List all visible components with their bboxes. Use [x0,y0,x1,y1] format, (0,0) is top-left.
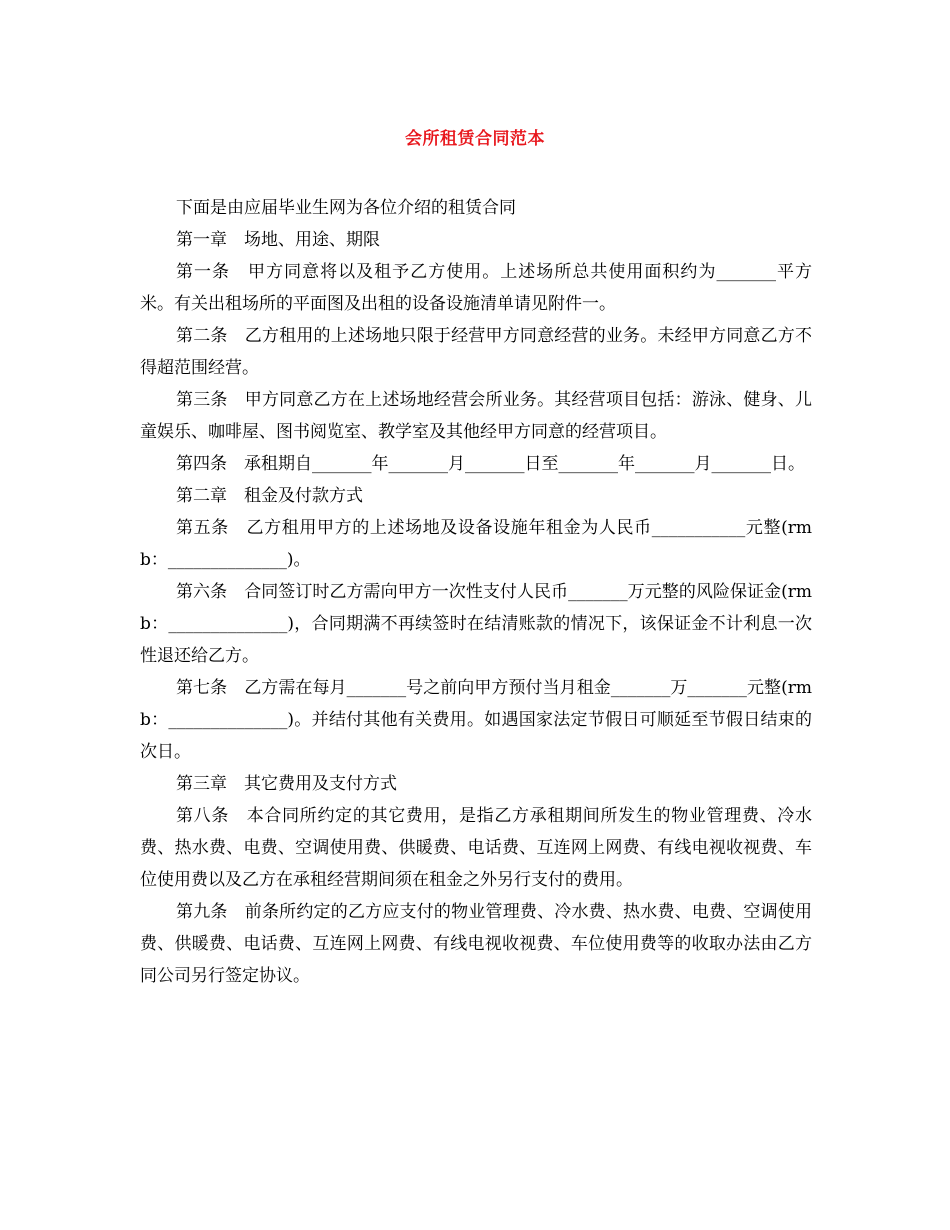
chapter-1-heading: 第一章 场地、用途、期限 [176,230,380,250]
document-body [140,192,812,992]
article-7: 第七条 乙方需在每月_______号之前向甲方预付当月租金_______万_______元整(rmb：______________)。并结付其他有关费用。如遇国家法定节假日可顺延至节假日结束的次日。 [140,678,812,762]
article-5: 第五条 乙方租用甲方的上述场地及设备设施年租金为人民币___________元整(rmb：______________)。 [140,518,812,570]
chapter-3-heading: 第三章 其它费用及支付方式 [176,774,397,794]
article-6: 第六条 合同签订时乙方需向甲方一次性支付人民币_______万元整的风险保证金(rmb：______________)，合同期满不再续签时在结清账款的情况下，该保证金不计利息一次性退还给乙方。 [140,582,812,666]
article-8: 第八条 本合同所约定的其它费用，是指乙方承租期间所发生的物业管理费、冷水费、热水费、电费、空调使用费、供暖费、电话费、互连网上网费、有线电视收视费、车位使用费以及乙方在承租经营期间须在租金之外另行支付的费用。 [140,806,812,890]
document-title: 会所租赁合同范本 [405,129,545,149]
article-1: 第一条 甲方同意将以及租予乙方使用。上述场所总共使用面积约为_______平方米。有关出租场所的平面图及出租的设备设施清单请见附件一。 [140,262,812,314]
chapter-2-heading: 第二章 租金及付款方式 [176,486,363,506]
article-3: 第三条 甲方同意乙方在上述场地经营会所业务。其经营项目包括：游泳、健身、儿童娱乐、咖啡屋、图书阅览室、教学室及其他经甲方同意的经营项目。 [140,390,812,442]
intro-paragraph: 下面是由应届毕业生网为各位介绍的租赁合同 [176,198,516,218]
article-9: 第九条 前条所约定的乙方应支付的物业管理费、冷水费、热水费、电费、空调使用费、供暖费、电话费、互连网上网费、有线电视收视费、车位使用费等的收取办法由乙方同公司另行签定协议。 [140,902,812,986]
article-4: 第四条 承租期自_______年_______月_______日至_______年_______月_______日。 [176,454,805,474]
article-2: 第二条 乙方租用的上述场地只限于经营甲方同意经营的业务。未经甲方同意乙方不得超范围经营。 [140,326,812,378]
